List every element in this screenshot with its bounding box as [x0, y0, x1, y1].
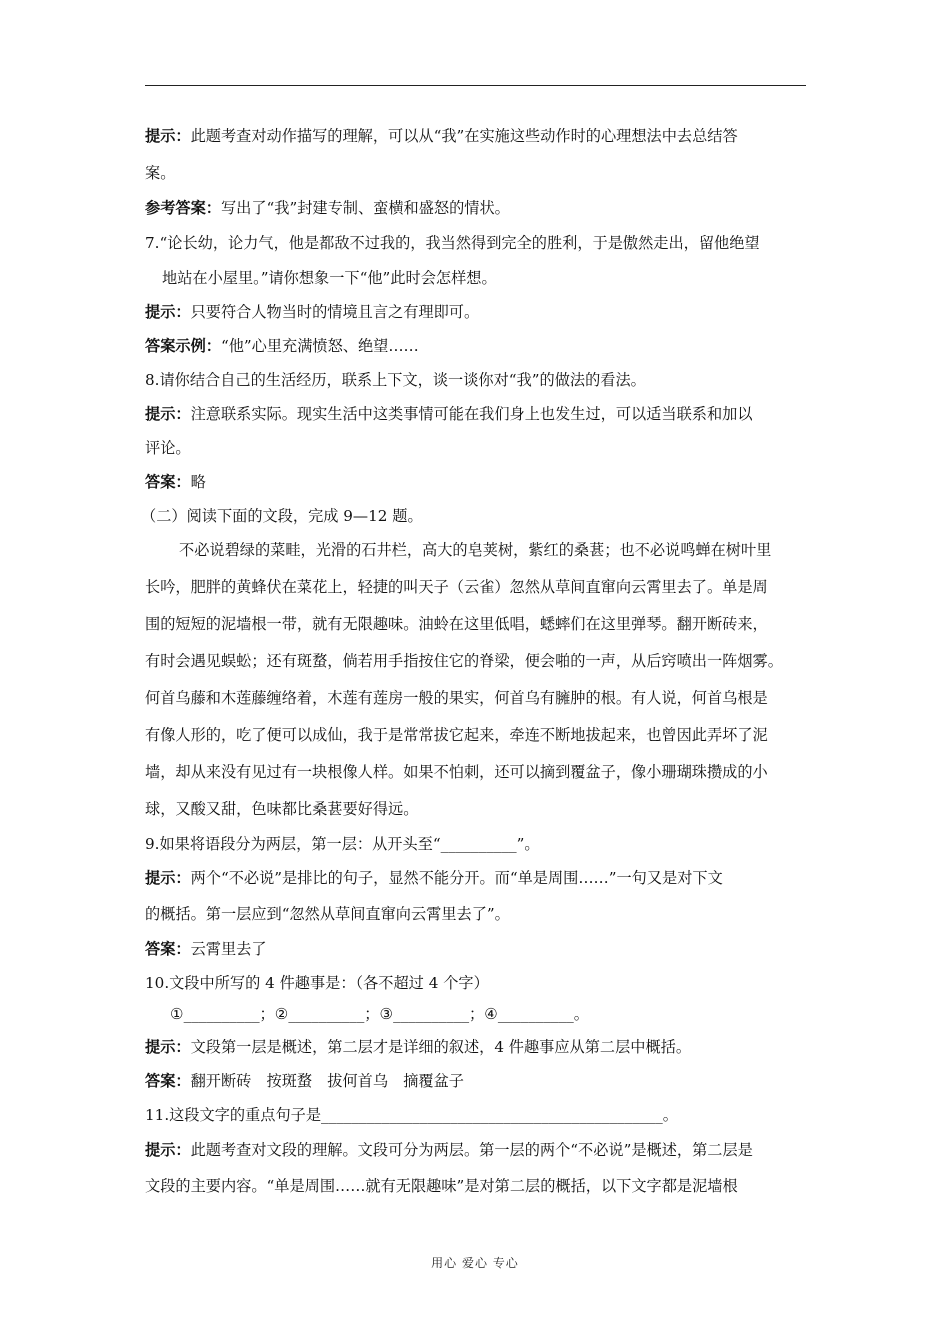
blanks-line: [170, 1004, 589, 1024]
hint-line: [145, 126, 738, 146]
answer-line: [145, 1071, 464, 1091]
hint-line: [145, 1140, 753, 1160]
text: 略: [190, 473, 206, 491]
text: 7.“论长幼，论力气，他是都敌不过我的，我当然得到完全的胜利，于是傲然走出，留他绝望: [145, 234, 760, 252]
answer-label: 答案示例：: [145, 337, 221, 355]
text: 两个“不必说”是排比的句子，显然不能分开。而“单是周围……”一句又是对下文: [190, 869, 723, 887]
passage-line: [145, 614, 768, 634]
text: 有时会遇见蜈蚣；还有斑蝥，倘若用手指按住它的脊梁，便会啪的一声，从后窍喷出一阵烟雾。: [145, 652, 783, 670]
text: 9.如果将语段分为两层，第一层：从开头至“__________”。: [145, 835, 540, 853]
answer-label: 答案：: [145, 1072, 191, 1090]
hint-line: [145, 868, 723, 888]
passage-line: [145, 577, 768, 597]
question-7-cont: [162, 268, 497, 288]
text: 文段第一层是概述，第二层才是详细的叙述，4 件趣事应从第二层中概括。: [190, 1038, 692, 1056]
answer-line: [145, 939, 267, 959]
passage-line: [179, 540, 771, 560]
text: ①__________；②__________；③__________；④__________。: [170, 1005, 589, 1023]
question-10: [145, 973, 489, 993]
text: 的概括。第一层应到“忽然从草间直窜向云霄里去了”。: [145, 905, 510, 923]
text: 球，又酸又甜，色味都比桑葚要好得远。: [145, 800, 419, 818]
text: 文段的主要内容。“单是周围……就有无限趣味”是对第二层的概括，以下文字都是泥墙根: [145, 1177, 738, 1195]
text-line: [145, 163, 175, 183]
text: 地站在小屋里。”请你想象一下“他”此时会怎样想。: [162, 269, 497, 287]
answer-label: 答案：: [145, 473, 191, 491]
text: “他”心里充满愤怒、绝望……: [220, 337, 419, 355]
hint-label: 提示：: [145, 869, 191, 887]
hint-label: 提示：: [145, 303, 191, 321]
header-rule: [145, 85, 806, 86]
hint-line: [145, 1037, 691, 1057]
text: 不必说碧绿的菜畦，光滑的石井栏，高大的皂荚树，紫红的桑葚；也不必说鸣蝉在树叶里: [179, 541, 772, 559]
text: 写出了“我”封建专制、蛮横和盛怒的情状。: [220, 199, 510, 217]
hint-label: 提示：: [145, 405, 191, 423]
text-line: [145, 904, 510, 924]
question-8: [145, 370, 646, 390]
text: 11.这段文字的重点句子是_____________________________________________。: [145, 1106, 678, 1124]
passage-line: [145, 725, 768, 745]
hint-line: [145, 302, 479, 322]
text: 10.文段中所写的 4 件趣事是：（各不超过 4 个字）: [145, 974, 489, 992]
text: 围的短短的泥墙根一带，就有无限趣味。油蛉在这里低唱，蟋蟀们在这里弹琴。翻开断砖来，: [145, 615, 768, 633]
text: 云霄里去了: [190, 940, 267, 958]
page-footer: 用心 爱心 专心: [431, 1256, 519, 1270]
text: 长吟，肥胖的黄蜂伏在菜花上，轻捷的叫天子（云雀）忽然从草间直窜向云霄里去了。单是周: [145, 578, 768, 596]
hint-label: 提示：: [145, 1038, 191, 1056]
text: （二）阅读下面的文段，完成 9—12 题。: [141, 507, 423, 525]
passage-line: [145, 799, 418, 819]
question-9: [145, 834, 540, 854]
text-line: [145, 438, 191, 458]
text: 8.请你结合自己的生活经历，联系上下文，谈一谈你对“我”的做法的看法。: [145, 371, 646, 389]
answer-line: [145, 472, 206, 492]
text: 此题考查对动作描写的理解，可以从“我”在实施这些动作时的心理想法中去总结答: [190, 127, 738, 145]
answer-label: 参考答案：: [145, 199, 221, 217]
text: 墙，却从来没有见过有一块根像人样。如果不怕刺，还可以摘到覆盆子，像小珊瑚珠攒成的小: [145, 763, 768, 781]
text: 案。: [145, 164, 176, 182]
question-7: [145, 233, 760, 253]
text: 评论。: [145, 439, 191, 457]
passage-line: [145, 688, 768, 708]
text: 只要符合人物当时的情境且言之有理即可。: [190, 303, 480, 321]
text-line: [145, 1176, 738, 1196]
text: 翻开断砖 按斑蝥 拔何首乌 摘覆盆子: [190, 1072, 464, 1090]
hint-label: 提示：: [145, 1141, 191, 1159]
answer-line: [145, 198, 510, 218]
question-11: [145, 1105, 678, 1125]
hint-line: [145, 404, 753, 424]
hint-label: 提示：: [145, 127, 191, 145]
text: 此题考查对文段的理解。文段可分为两层。第一层的两个“不必说”是概述，第二层是: [190, 1141, 753, 1159]
text: 注意联系实际。现实生活中这类事情可能在我们身上也发生过，可以适当联系和加以: [190, 405, 753, 423]
text: 有像人形的，吃了便可以成仙，我于是常常拔它起来，牵连不断地拔起来，也曾因此弄坏了泥: [145, 726, 768, 744]
passage-line: [145, 762, 768, 782]
passage-line: [145, 651, 783, 671]
answer-line: [145, 336, 419, 356]
section-heading: [141, 506, 423, 526]
text: 何首乌藤和木莲藤缠络着，木莲有莲房一般的果实，何首乌有臃肿的根。有人说，何首乌根是: [145, 689, 768, 707]
answer-label: 答案：: [145, 940, 191, 958]
